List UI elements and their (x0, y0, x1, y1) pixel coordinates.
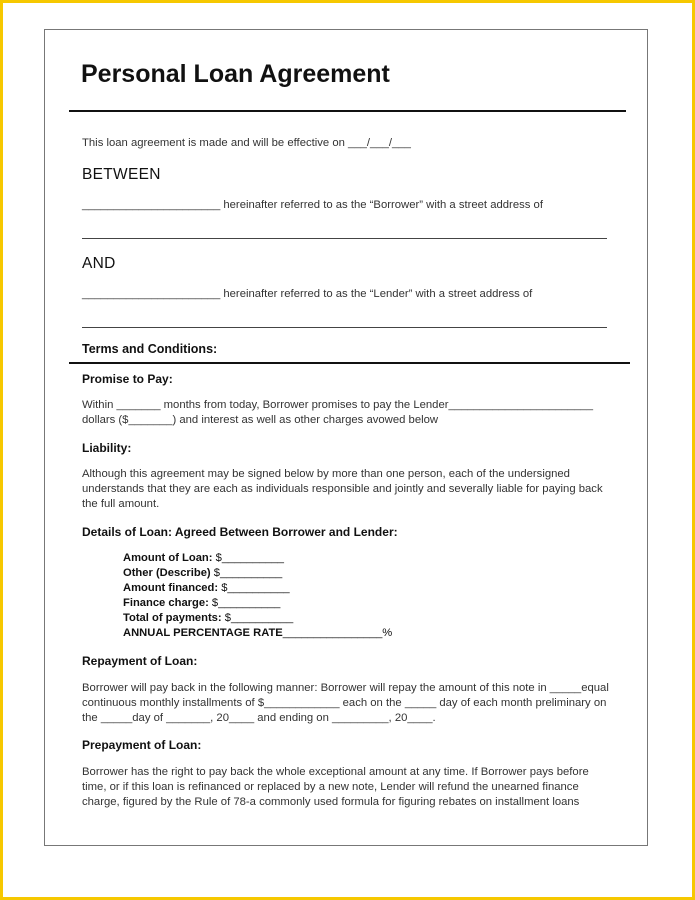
prepayment-line: Borrower has the right to pay back the whole exceptional amount at any time. If Borrower pays before (82, 766, 589, 778)
document-title: Personal Loan Agreement (81, 60, 390, 88)
detail-amount-of-loan: Amount of Loan: $__________ (123, 552, 285, 564)
detail-finance-charge: Finance charge: $__________ (123, 597, 281, 609)
lender-address-blank (82, 327, 607, 328)
title-divider (69, 110, 626, 112)
prepayment-line: charge, figured by the Rule of 78-a commonly used formula for figuring rebates on installment loans (82, 796, 580, 808)
detail-amount-financed: Amount financed: $__________ (123, 582, 290, 594)
detail-other: Other (Describe) $__________ (123, 567, 283, 579)
prepayment-line: time, or if this loan is refinanced or replaced by a new note, Lender will refund the unearned finance (82, 781, 579, 793)
detail-total-of-payments: Total of payments: $__________ (123, 612, 294, 624)
liability-line: understands that they are each as individuals responsible and jointly and severally liable for paying back (82, 483, 603, 495)
repayment-line: Borrower will pay back in the following manner: Borrower will repay the amount of this note in _____equal (82, 682, 609, 694)
prepayment-heading: Prepayment of Loan: (82, 738, 202, 752)
and-heading: AND (82, 255, 116, 272)
terms-heading: Terms and Conditions: (82, 342, 218, 356)
repayment-line: continuous monthly installments of $____________ each on the _____ day of each month preliminary on (82, 697, 607, 709)
promise-line: Within _______ months from today, Borrower promises to pay the Lender_______________________ (82, 399, 594, 411)
liability-heading: Liability: (82, 441, 132, 455)
repayment-heading: Repayment of Loan: (82, 654, 198, 668)
promise-heading: Promise to Pay: (82, 372, 173, 386)
between-heading: BETWEEN (82, 166, 161, 183)
borrower-line: ______________________ hereinafter referred to as the “Borrower” with a street address of (82, 199, 543, 211)
document-page (44, 29, 648, 846)
repayment-line: the _____day of _______, 20____ and ending on _________, 20____. (82, 712, 436, 724)
details-heading: Details of Loan: Agreed Between Borrower and Lender: (82, 525, 398, 539)
promise-line: dollars ($_______) and interest as well as other charges avowed below (82, 414, 439, 426)
liability-line: Although this agreement may be signed below by more than one person, each of the undersigned (82, 468, 570, 480)
detail-apr: ANNUAL PERCENTAGE RATE________________% (123, 627, 393, 639)
liability-line: the full amount. (82, 498, 160, 510)
terms-divider (69, 362, 630, 364)
borrower-address-blank (82, 238, 607, 239)
lender-line: ______________________ hereinafter referred to as the “Lender” with a street address of (82, 288, 533, 300)
intro-line: This loan agreement is made and will be effective on ___/___/___ (82, 137, 411, 149)
